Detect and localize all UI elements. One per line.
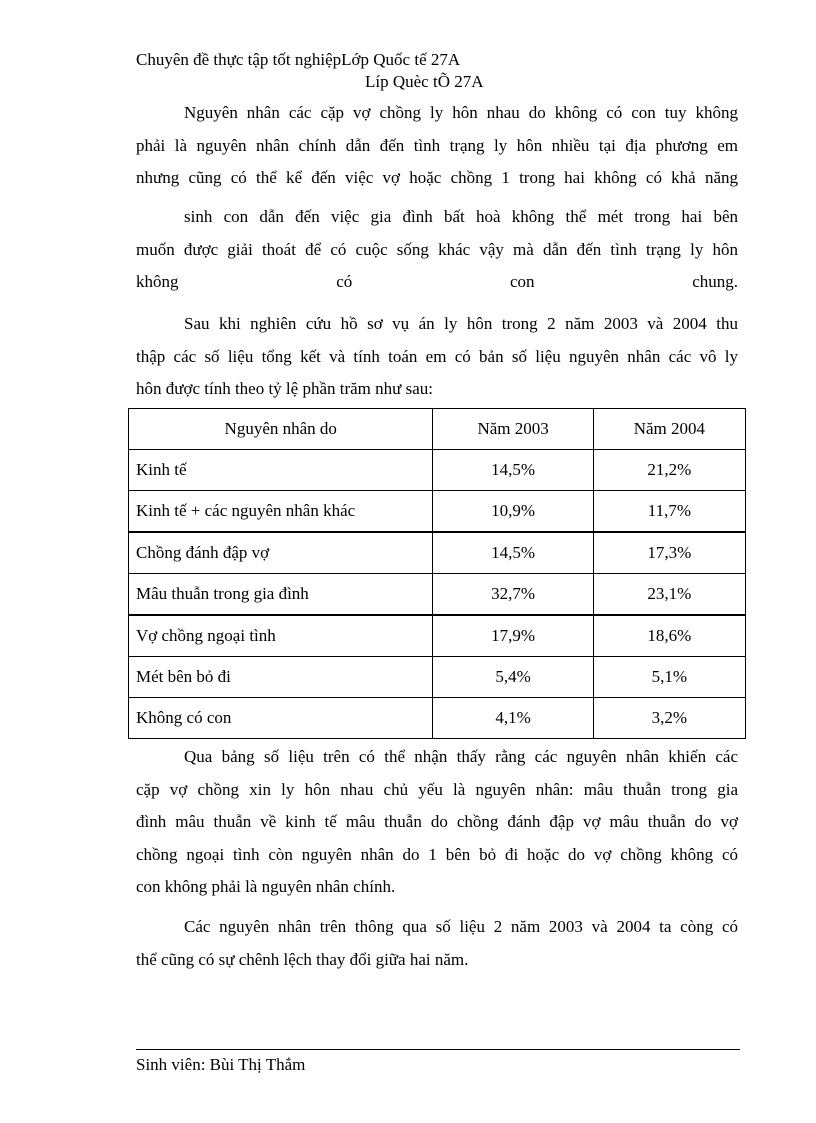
cell-2004: 18,6% bbox=[593, 615, 745, 657]
cell-cause: Kinh tế bbox=[129, 450, 433, 491]
cell-cause: Chồng đánh đập vợ bbox=[129, 532, 433, 574]
cell-2004: 21,2% bbox=[593, 450, 745, 491]
cell-2004: 5,1% bbox=[593, 657, 745, 698]
paragraph-2 bbox=[136, 201, 738, 299]
table-row bbox=[129, 532, 746, 574]
cell-cause: Kinh tế + các nguyên nhân khác bbox=[129, 491, 433, 533]
paragraph-line: Qua bảng số liệu trên có thể nhận thấy rằng các nguyên nhân khiến các bbox=[184, 747, 738, 766]
cell-2004: 23,1% bbox=[593, 574, 745, 616]
header-subtitle: Líp Quèc tÕ 27A bbox=[365, 72, 484, 91]
paragraph-line: Sau khi nghiên cứu hồ sơ vụ án ly hôn trong 2 năm 2003 và 2004 thu bbox=[184, 314, 738, 333]
cell-2003: 14,5% bbox=[433, 450, 593, 491]
paragraph-line: nhưng cũng có thể kể đến việc vợ hoặc chồng 1 trong hai không có khả năng bbox=[136, 168, 738, 187]
table-row bbox=[129, 657, 746, 698]
cell-cause: Mâu thuẫn trong gia đình bbox=[129, 574, 433, 616]
cell-2004: 11,7% bbox=[593, 491, 745, 533]
cell-2003: 17,9% bbox=[433, 615, 593, 657]
paragraph-4 bbox=[136, 741, 738, 904]
column-header-2003: Năm 2003 bbox=[433, 409, 593, 450]
table-row bbox=[129, 615, 746, 657]
paragraph-1 bbox=[136, 97, 738, 195]
paragraph-line: hôn được tính theo tỷ lệ phần trăm như sau: bbox=[136, 379, 434, 398]
column-header-cause: Nguyên nhân do bbox=[129, 409, 433, 450]
footer-student-name: Sinh viên: Bùi Thị Thắm bbox=[136, 1055, 306, 1074]
divorce-causes-table bbox=[128, 408, 746, 739]
cell-2003: 32,7% bbox=[433, 574, 593, 616]
table-row bbox=[129, 698, 746, 739]
column-header-2004: Năm 2004 bbox=[593, 409, 745, 450]
paragraph-line: sinh con dẫn đến việc gia đình bất hoà không thể mét trong hai bên bbox=[184, 207, 738, 226]
paragraph-line: phải là nguyên nhân chính dẫn đến tình trạng ly hôn nhiều tại địa phương em bbox=[136, 135, 738, 155]
paragraph-5 bbox=[136, 911, 738, 976]
paragraph-line: Nguyên nhân các cặp vợ chồng ly hôn nhau do không có con tuy không bbox=[184, 103, 738, 122]
table-row bbox=[129, 450, 746, 491]
paragraph-line: không có con chung. bbox=[136, 272, 738, 291]
cell-2003: 14,5% bbox=[433, 532, 593, 574]
cell-2004: 3,2% bbox=[593, 698, 745, 739]
paragraph-line: cặp vợ chồng xin ly hôn nhau chủ yếu là nguyên nhân: mâu thuẫn trong gia bbox=[136, 779, 738, 799]
table-header-row bbox=[129, 409, 746, 450]
paragraph-line: thể cũng có sự chênh lệch thay đổi giữa hai năm. bbox=[136, 949, 469, 969]
header-title: Chuyên đề thực tập tốt nghiệpLớp Quốc tế 27A bbox=[136, 50, 461, 69]
table-row bbox=[129, 491, 746, 533]
paragraph-line: con không phải là nguyên nhân chính. bbox=[136, 877, 396, 896]
paragraph-3 bbox=[136, 308, 738, 406]
cell-2003: 4,1% bbox=[433, 698, 593, 739]
cell-cause: Không có con bbox=[129, 698, 433, 739]
paragraph-line: chồng ngoại tình còn nguyên nhân do 1 bên bỏ đi hoặc do vợ chồng không có bbox=[136, 844, 738, 864]
cell-2003: 5,4% bbox=[433, 657, 593, 698]
cell-2004: 17,3% bbox=[593, 532, 745, 574]
paragraph-line: Các nguyên nhân trên thông qua số liệu 2 năm 2003 và 2004 ta còng có bbox=[184, 917, 738, 936]
footer-divider bbox=[136, 1049, 740, 1050]
paragraph-line: đình mâu thuẫn về kinh tế mâu thuẫn do chồng đánh đập vợ mâu thuẫn do vợ bbox=[136, 812, 738, 831]
paragraph-line: muốn được giải thoát để có cuộc sống khác vậy mà dẫn đến tình trạng ly hôn bbox=[136, 239, 738, 259]
cell-cause: Mét bên bỏ đi bbox=[129, 657, 433, 698]
table-row bbox=[129, 574, 746, 616]
paragraph-line: thập các số liệu tổng kết và tính toán em có bản số liệu nguyên nhân các vô ly bbox=[136, 346, 738, 366]
cell-cause: Vợ chồng ngoại tình bbox=[129, 615, 433, 657]
cell-2003: 10,9% bbox=[433, 491, 593, 533]
